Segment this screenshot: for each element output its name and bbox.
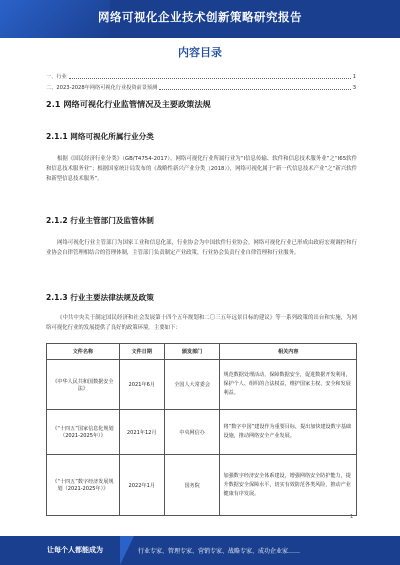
- table-row: [47, 360, 357, 410]
- paragraph-laws-policies: 《中共中央关于制定国民经济和社会发展第十四个五年规划和二〇三五年远景目标的建议》等一系列政策的出台和实施，为网络可视化行业的发展提供了良好的政策环境。主要如下：: [46, 315, 357, 332]
- table-cell: 2022年1月: [119, 455, 164, 516]
- toc-item-page: 3: [352, 85, 356, 91]
- table-cell: 规范数据处理活动，保障数据安全，促进数据开发利用，保护个人、组织的合法权益，维护国家主权、安全和发展利益。: [220, 360, 357, 410]
- table-cell: 全国人大常委会: [164, 360, 220, 410]
- table-header-row: [47, 344, 357, 360]
- section-heading-2-1-2: 2.1.2 行业主管部门及监管体制: [46, 216, 154, 225]
- table-cell: 《“十四五”国家信息化规划（2021-2025年）》: [47, 410, 120, 455]
- section-heading-2-1-3: 2.1.3 行业主要法律法规及政策: [46, 293, 154, 302]
- laws-policies-table: [46, 343, 357, 516]
- report-title: 网络可视化企业技术创新策略研究报告: [98, 10, 302, 24]
- toc-item-page: 1: [352, 74, 356, 80]
- column-header: 相关内容: [220, 344, 357, 360]
- toc-leader: [159, 89, 350, 90]
- table-cell: 《“十四五”数字经济发展规划（2021-2025年）》: [47, 455, 120, 516]
- footer-accent: [120, 536, 134, 565]
- table-cell: 国务院: [164, 455, 220, 516]
- table-cell: 2021年12月: [119, 410, 164, 455]
- column-header: 文件日期: [119, 344, 164, 360]
- section-heading-2-1: 2.1 网络可视化行业监管情况及主要政策法规: [46, 99, 211, 109]
- toc-item[interactable]: [46, 70, 356, 81]
- table-cell: 《中华人民共和国数据安全法》: [47, 360, 120, 410]
- page-number: 1: [350, 514, 354, 520]
- paragraph-regulatory-system: 网络可视化行业主管部门为国家工业和信息化部，行业协会为中国软件行业协会。网络可视化行业已形成由政府宏观调控和行业协会自律管理相结合的管理体制，主管部门负责制定产业政策，行业协会负责行业自律管理和行业服务。: [46, 240, 357, 257]
- table-row: [47, 455, 357, 516]
- toc-item-label: 一、行业: [46, 74, 67, 80]
- header-bar: [0, 0, 400, 38]
- table-cell: 2021年6月: [119, 360, 164, 410]
- footer-slogan: 让每个人都能成为: [47, 546, 103, 554]
- column-header: 颁发部门: [164, 344, 220, 360]
- table-cell: 将“数字中国”建设作为重要目标，提出加快建设数字基础设施，推动网络安全产业发展。: [220, 410, 357, 455]
- section-heading-2-1-1: 2.1.1 网络可视化所属行业分类: [46, 132, 154, 141]
- table-row: [47, 410, 357, 455]
- paragraph-industry-classification: 根据《国民经济行业分类》（GB/T4754-2017），网络可视化行业所属行业为“I信息传输、软件和信息技术服务业”之“I65软件和信息技术服务业”；根据国家统计局发布的《战略性新兴产业分类（2018）》，网络可视化属于“新一代信息技术产业”之“新兴软件和新型信息技术服务”。: [46, 156, 357, 183]
- column-header: 文件名称: [47, 344, 120, 360]
- footer-roles: 行业专家、管理专家、营销专家、战略专家、成功企业家……: [138, 548, 301, 555]
- footer-bar: [0, 536, 400, 565]
- table-of-contents: [46, 70, 356, 92]
- toc-leader: [69, 78, 351, 79]
- toc-item-label: 二、2023-2028年网络可视化行业投资前景预测: [46, 85, 158, 91]
- toc-item[interactable]: [46, 81, 356, 92]
- table-cell: 加强数字经济安全体系建设，增强网络安全防护能力，提升数据安全保障水平，切实有效防范各类风险，推动产业健康有序发展。: [220, 455, 357, 516]
- toc-heading: 内容目录: [178, 46, 222, 59]
- table-cell: 中央网信办: [164, 410, 220, 455]
